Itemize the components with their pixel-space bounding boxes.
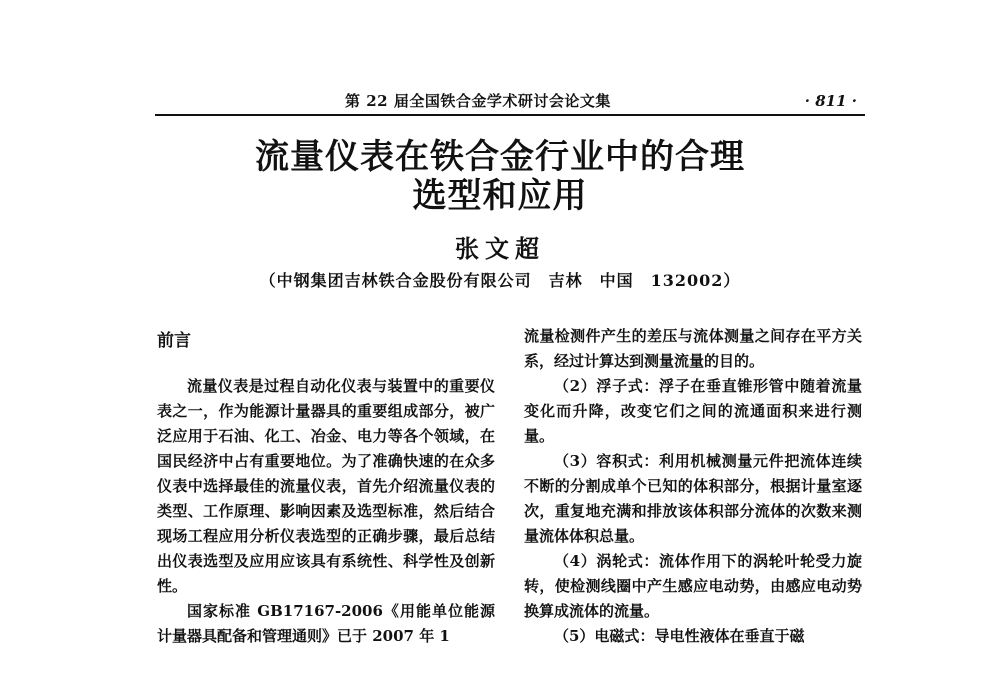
paragraph-volumetric-type: （3）容积式：利用机械测量元件把流体连续不断的分割成单个已知的体积部分，根据计量室逐次，重复地充满和排放该体积部分流体的次数来测量流体体积总量。 [524, 452, 862, 545]
running-header [155, 90, 865, 116]
paragraph-turbine-type: （4）涡轮式：流体作用下的涡轮叶轮受力旋转，使检测线圈中产生感应电动势，由感应电动势换算成流体的流量。 [524, 552, 862, 620]
paper-title-line-2: 选型和应用 [412, 176, 588, 217]
paragraph-preface-2: 国家标准 GB17167-2006《用能单位能源计量器具配备和管理通则》已于 2007 年 1 [157, 602, 495, 645]
page-number: · 811 · [804, 92, 857, 110]
paragraph-continuation: 流量检测件产生的差压与流体测量之间存在平方关系，经过计算达到测量流量的目的。 [524, 327, 862, 370]
running-title: 第 22 届全国铁合金学术研讨会论文集 [345, 92, 611, 110]
right-column [524, 324, 862, 649]
paragraph-electromagnetic-type: （5）电磁式：导电性液体在垂直于磁 [554, 627, 805, 645]
paragraph-preface-1: 流量仪表是过程自动化仪表与装置中的重要仪表之一，作为能源计量器具的重要组成部分，被广泛应用于石油、化工、冶金、电力等各个领域，在国民经济中占有重要地位。为了准确快速的在众多仪表中选择最佳的流量仪表，首先介绍流量仪表的类型、工作原理、影响因素及选型标准，然后结合现场工程应用分析仪表选型的正确步骤，最后总结出仪表选型及应用应该具有系统性、科学性及创新性。 [157, 377, 495, 595]
paper-title [0, 138, 1000, 217]
author-affiliation: （中钢集团吉林铁合金股份有限公司 吉林 中国 132002） [259, 270, 741, 290]
section-spacer [157, 358, 495, 374]
author-name: 张文超 [455, 233, 545, 263]
paper-title-block [0, 138, 1000, 291]
section-heading-preface: 前言 [157, 331, 191, 351]
paragraph-float-type: （2）浮子式：浮子在垂直锥形管中随着流量变化而升降，改变它们之间的流通面积来进行测量。 [524, 377, 862, 445]
left-column [157, 324, 495, 649]
paper-title-line-1: 流量仪表在铁合金行业中的合理 [255, 137, 745, 177]
